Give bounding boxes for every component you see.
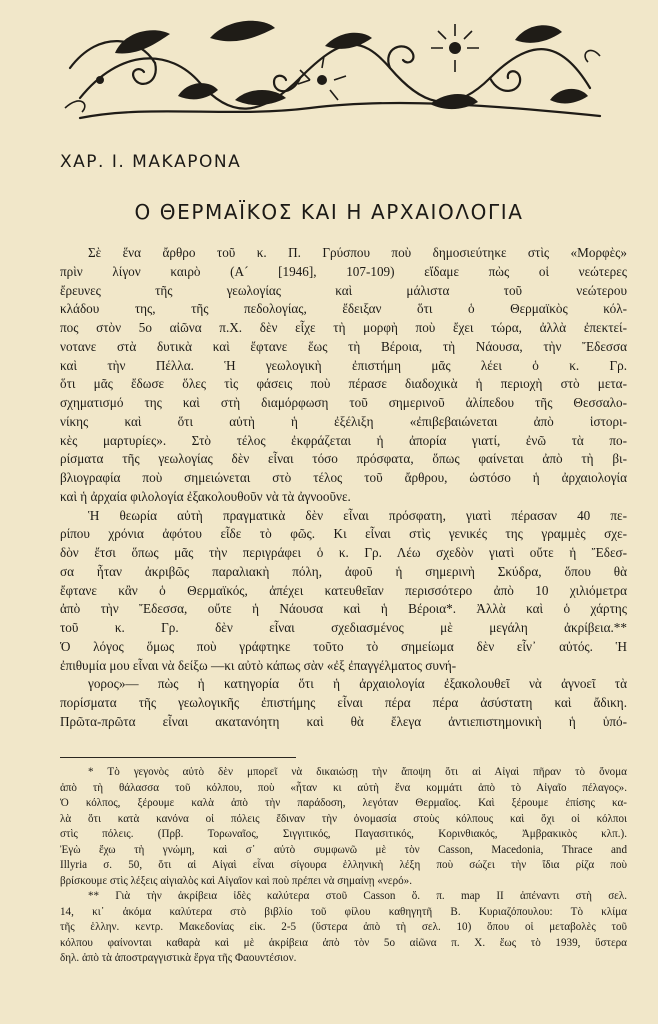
body-line: Σὲ ἕνα ἄρθρο τοῦ κ. Π. Γρύσπου ποὺ δημοσιεύτηκε στὶς «Μορφὲς» — [88, 245, 627, 260]
body-line: νοτανε στὰ δυτικὰ καὶ ἔφτανε ἕως τὴ Βέροια, τὴ Νάουσα, τὴν Ἔδεσσα — [60, 338, 627, 354]
body-line: ρίπου χρόνια ἀφότου εἶδε τὸ φῶς. Κι εἶναι στὶς γενικές της γραμμὲς σχε- — [60, 526, 627, 542]
footnotes — [60, 765, 627, 967]
body-line: σχηματισμό της καὶ στὴ διαμόρφωση τοῦ σημερινοῦ ἀλίπεδου τῆς Θεσσαλο- — [60, 395, 627, 410]
body-line: καὶ τὴν Πέλλα. Ἡ γεωλογικὴ ἐπιστήμη μᾶς λέει ὁ κ. Γρ. — [60, 357, 627, 373]
footnote-divider — [60, 757, 296, 758]
footnote-line: Ἐγὼ ἔχω τὴ γνώμη, καὶ σ᾿ αὐτὸ συμφωνῶ μὲ τὸν Casson, Macedonia, Thrace and — [60, 843, 627, 856]
body-line: γορος»— πὼς ἡ κατηγορία ὅτι ἡ ἀρχαιολογία ἐξακολουθεῖ νὰ ἀγνοεῖ τὰ — [88, 676, 627, 692]
body-line: κλάδου της, τῆς πεδολογίας, ἔδειξαν ὅτι ὁ Θερμαϊκὸς κόλ- — [60, 301, 627, 317]
author-name: ΧΑΡ. Ι. ΜΑΚΑΡΟΝΑ — [60, 152, 242, 172]
body-line: ὅτι μᾶς ἔδωσε ὅλες τὶς φάσεις ποὺ πέρασε διαδοχικὰ ἡ περιοχὴ στὸ μετα- — [60, 376, 627, 392]
footnote-line: λὰ ὅτι κατὰ κανόνα οἱ πόλεις ἔδιναν τὴν ὀνομασία στοὺς κόλπους καὶ ὄχι οἱ κόλποι — [60, 812, 627, 825]
footnote-line: κόλπου φαίνονται καθαρὰ καὶ μὲ ἀκρίβεια ἀπὸ τὸν 5ο αἰῶνα π. Χ. ἕως τὸ 1939, ὕστερα — [60, 936, 627, 949]
body-line: κὲς μαρτυρίες». Στὸ τέλος ἐκφράζεται ἡ ἀπορία γιατί, ἐνῶ τὰ πο- — [60, 432, 627, 448]
footnote-line: ** Γιὰ τὴν ἀκρίβεια ἰδὲς καλύτερα στοῦ Casson ὅ. π. map II ἀπέναντι στὴ σελ. — [88, 890, 627, 902]
body-line: ἀπὸ τὴν Ἔδεσσα, οὔτε ἡ Νάουσα καὶ ἡ Βέροια*. Ἀλλὰ καὶ ὁ χάρτης — [60, 601, 627, 617]
body-line: πος στὸν 5ο αἰῶνα π.Χ. δὲν εἶχε τὴ μορφὴ ποὺ ἔχει τώρα, ἀλλὰ ἐπεκτεί- — [60, 320, 627, 335]
body-line: δὸν ἔτσι ὅπως μᾶς τὴν περιγράφει ὁ κ. Γρ. Λέω σχεδὸν γιατὶ οὔτε ἡ Ἔδεσ- — [60, 545, 627, 560]
body-line: ἔφτανε κἂν ὁ Θερμαϊκός, ἀπέχει κατευθεῖαν περισσότερο ἀπὸ 10 χιλιόμετρα — [60, 582, 627, 598]
body-line: Ἡ θεωρία αὐτὴ πραγματικὰ δὲν εἶναι πρόσφατη, γιατὶ πέρασαν 40 πε- — [88, 507, 627, 523]
footnote-line: βρίσκουμε στὶς λέξεις αἰγιαλὸς καὶ Αἰγαῖον καὶ ποὺ πρέπει νὰ σημαίνῃ «νερό». — [60, 874, 412, 887]
footnote-line: Illyria σ. 50, ὅτι αἱ Αἰγαὶ εἶναι σίγουρα ἑλληνικὴ λέξη ποὺ σώζει τὴν ἴδια ρίζα ποὺ — [60, 859, 627, 871]
footnote-line: στὶς πόλεις. (Πρβ. Τορωναῖος, Σιγγιτικός, Παγασιτικός, Κορινθιακός, Ἀμβρακικὸς κλπ.). — [60, 828, 627, 840]
footnote-line: Ὁ κόλπος, ξέρουμε καλὰ ἀπὸ τὴν παράδοση, λεγόταν Θερμαῖος. Καὶ ξέρουμε ἐπίσης κα- — [60, 797, 627, 809]
body-line: ἐπιθυμία μου εἶναι νὰ δείξω —κι αὐτὸ κάπως σὰν «ἐξ ἐπαγγέλματος συνή- — [60, 657, 457, 673]
article-body — [60, 244, 627, 732]
body-line: Πρῶτα-πρῶτα εἶναι ακατανόητη καὶ θὰ ἔλεγα ἀντιεπιστημονικὴ ἡ ὑπό- — [60, 713, 627, 729]
body-line: πορίσματα τῆς γεωλογικῆς ἐπιστήμης εἶναι πέρα πέρα ἀσύστατη καὶ ἄδικη. — [60, 695, 627, 710]
floral-ornament-header — [60, 8, 605, 126]
body-line: ρίσματα τῆς γεωλογίας δὲν εἶναι τόσο πρόσφατα, ὅπως φαίνεται ἀπὸ τὴ βι- — [60, 451, 627, 467]
body-line: βλιογραφία ποὺ σημειώνεται στὸ τέλος τοῦ ἄρθρου, ὡστόσο ἡ ἀρχαιολογία — [60, 470, 627, 485]
footnote-line: ἀπὸ τὴ θάλασσα τοῦ κόλπου, ποὺ «ἦταν κι αὐτὴ ἕνα κομμάτι ἀπὸ τὸ Αἰγαῖο πέλαγος». — [60, 781, 627, 794]
footnote-line: * Τὸ γεγονὸς αὐτὸ δὲν μπορεῖ νὰ δικαιώσῃ τὴν ἄποψη ὅτι αἱ Αἰγαὶ πῆραν τὸ ὄνομα — [88, 766, 627, 778]
body-line: σα ἦταν ἀκριβῶς παραλιακὴ πόλη, ἀφοῦ ἡ σημερινὴ Σκύδρα, ὅπου θὰ — [60, 563, 627, 579]
body-line: τοῦ κ. Γρ. δὲν εἶναι σχεδιασμένος μὲ μεγάλη ἀκρίβεια.** — [60, 620, 627, 635]
body-line: ἔρευνες τῆς γεωλογίας καὶ μάλιστα τοῦ νεώτερου — [60, 282, 627, 298]
footnote-line: δηλ. ἀπὸ τὰ ἀποστραγγιστικὰ ἔργα τῆς Φαουντέσιον. — [60, 952, 297, 964]
footnote-line: τῆς ἑλλην. κεντρ. Μακεδονίας εἰκ. 2-5 (ὕστερα ἀπὸ τὴ σελ. 10) ὅπου οἱ μεταβολὲς τοῦ — [60, 921, 627, 933]
body-line: καὶ ἡ ἀρχαία φιλολογία ἐξακολουθοῦν νὰ τὰ ἀγνοοῦνε. — [60, 488, 351, 504]
body-line: Ὁ λόγος ὅμως ποὺ γράφτηκε τοῦτο τὸ σημείωμα δὲν εἶν᾿ αὐτός. Ἡ — [60, 638, 627, 654]
body-line: πρὶν λίγον καιρὸ (Α´ [1946], 107-109) εἴδαμε πὼς οἱ νεώτερες — [60, 263, 627, 279]
body-line: νίκης καὶ ὅτι αὐτὴ ἡ ἐξέλιξη «ἐπιβεβαιώνεται ἀπὸ ἱστορι- — [60, 413, 627, 429]
article-title: Ο ΘΕΡΜΑΪΚΟΣ ΚΑΙ Η ΑΡΧΑΙΟΛΟΓΙΑ — [134, 200, 524, 224]
footnote-line: 14, κι᾿ ἀκόμα καλύτερα στὸ βιβλίο τοῦ φίλου καθηγητῆ Β. Κυριαζόπουλου: Τὸ κλίμα — [60, 905, 627, 918]
